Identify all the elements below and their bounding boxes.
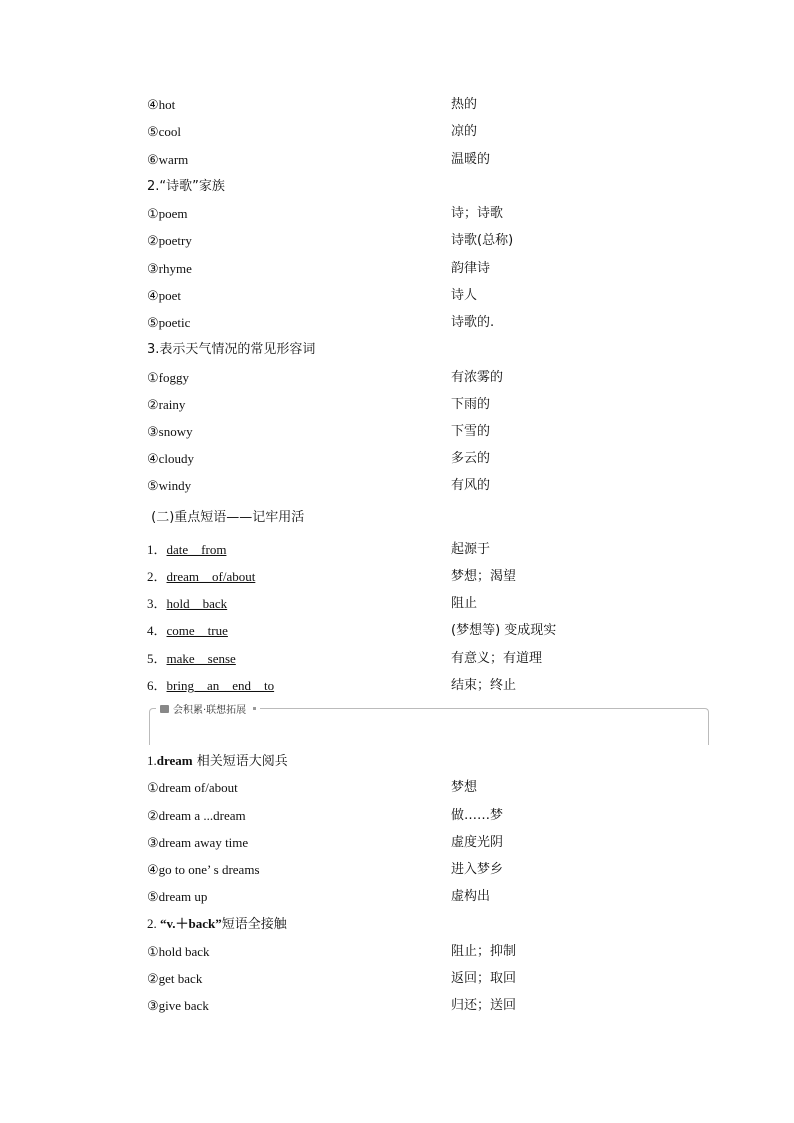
vocab-row xyxy=(147,541,707,559)
meaning: 多云的 xyxy=(451,451,491,466)
term-text: ⑤dream up xyxy=(147,889,208,904)
vocab-row xyxy=(147,834,707,852)
vocab-row xyxy=(147,205,707,223)
term xyxy=(147,205,188,223)
term xyxy=(147,151,188,169)
term-text: 相关短语大阅兵 xyxy=(192,754,288,769)
term xyxy=(147,477,191,495)
vocab-row xyxy=(147,650,707,668)
vocab-row xyxy=(147,477,707,495)
accumulate-box xyxy=(149,705,709,745)
section-heading xyxy=(147,341,707,359)
meaning: 有浓雾的 xyxy=(451,370,504,385)
dot-icon xyxy=(253,707,256,710)
item-number: 3． xyxy=(147,596,167,611)
meaning: 有意义；有道理 xyxy=(451,651,543,666)
meaning: 做……梦 xyxy=(451,808,504,823)
bold-term: “v.＋back” xyxy=(160,916,222,931)
term xyxy=(147,341,315,359)
meaning: 韵律诗 xyxy=(451,261,491,276)
term xyxy=(147,178,225,196)
term-text: dream__of/about xyxy=(166,569,256,584)
term xyxy=(147,450,194,468)
term-text: 2.“诗歌”家族 xyxy=(147,179,225,194)
vocab-row xyxy=(147,997,707,1015)
meaning: 有风的 xyxy=(451,478,491,493)
meaning: 下雪的 xyxy=(451,424,491,439)
meaning: 诗歌的. xyxy=(451,315,495,330)
term-text: ②poetry xyxy=(147,233,192,248)
section-heading xyxy=(147,752,707,770)
vocab-row xyxy=(147,943,707,961)
term-text: come__true xyxy=(166,623,228,638)
meaning: 返回；取回 xyxy=(451,971,517,986)
meaning: 起源于 xyxy=(451,542,491,557)
vocab-row xyxy=(147,677,707,695)
vocab-row xyxy=(147,888,707,906)
vocab-row xyxy=(147,287,707,305)
term-text: ③rhyme xyxy=(147,261,192,276)
term-text: ⑥warm xyxy=(147,152,189,167)
meaning: 结束；终止 xyxy=(451,678,517,693)
term-text: ①foggy xyxy=(147,370,189,385)
item-number: 2． xyxy=(147,569,167,584)
term xyxy=(147,96,175,114)
vocab-row xyxy=(147,779,707,797)
term xyxy=(147,423,193,441)
term-text: ①poem xyxy=(147,206,188,221)
meaning: 温暖的 xyxy=(451,152,491,167)
term-text: ⑤cool xyxy=(147,124,182,139)
meaning: 梦想 xyxy=(451,780,478,795)
vocab-row xyxy=(147,622,707,640)
meaning: (梦想等) 变成现实 xyxy=(451,623,557,638)
term xyxy=(147,314,190,332)
meaning: 归还；送回 xyxy=(451,998,517,1013)
term xyxy=(147,509,304,527)
term-text: ①hold back xyxy=(147,944,210,959)
vocab-row xyxy=(147,314,707,332)
term-text: hold__back xyxy=(166,596,228,611)
vocab-row xyxy=(147,396,707,414)
box-title-text: 会积累·联想拓展 xyxy=(173,705,247,716)
vocab-row xyxy=(147,232,707,250)
vocab-row xyxy=(147,450,707,468)
term xyxy=(147,568,255,586)
meaning: 诗人 xyxy=(451,288,478,303)
vocab-row xyxy=(147,123,707,141)
term xyxy=(147,915,287,934)
item-number: 1． xyxy=(147,542,167,557)
term xyxy=(147,287,181,305)
vocab-row xyxy=(147,423,707,441)
term xyxy=(147,232,192,250)
vocab-row xyxy=(147,807,707,825)
item-number: 2. xyxy=(147,916,160,931)
vocab-row xyxy=(147,970,707,988)
meaning: 诗歌(总称) xyxy=(451,233,514,248)
term xyxy=(147,970,202,988)
term xyxy=(147,943,210,961)
meaning: 梦想；渴望 xyxy=(451,569,517,584)
term-text: ②dream a ...dream xyxy=(147,808,246,823)
meaning: 下雨的 xyxy=(451,397,491,412)
meaning: 阻止 xyxy=(451,596,478,611)
term-text: ④hot xyxy=(147,97,176,112)
item-number: 4． xyxy=(147,623,167,638)
vocab-row xyxy=(147,861,707,879)
term-text: make__sense xyxy=(166,651,236,666)
term xyxy=(147,861,260,879)
term-text: date__from xyxy=(166,542,227,557)
term-text: ⑤windy xyxy=(147,478,192,493)
meaning: 热的 xyxy=(451,97,478,112)
term-text: 短语全接触 xyxy=(221,917,287,932)
term xyxy=(147,997,209,1015)
term xyxy=(147,123,181,141)
term xyxy=(147,779,238,797)
term-text: bring__an__end__to xyxy=(166,678,275,693)
term-text: (二)重点短语——记牢用活 xyxy=(147,510,305,525)
term xyxy=(147,807,246,825)
term-text: ④go to one’ s dreams xyxy=(147,862,260,877)
meaning: 阻止；抑制 xyxy=(451,944,517,959)
vocab-row xyxy=(147,369,707,387)
section-heading xyxy=(147,509,707,527)
meaning: 虚构出 xyxy=(451,889,491,904)
vocab-row xyxy=(147,568,707,586)
box-title xyxy=(156,701,260,716)
vocab-row xyxy=(147,96,707,114)
meaning: 诗；诗歌 xyxy=(451,206,504,221)
term xyxy=(147,752,288,771)
term-text: ③dream away time xyxy=(147,835,249,850)
term-text: ①dream of/about xyxy=(147,780,238,795)
item-number: 6． xyxy=(147,678,167,693)
term-text: ④cloudy xyxy=(147,451,195,466)
term-text: ④poet xyxy=(147,288,182,303)
vocab-row xyxy=(147,260,707,278)
bold-term: dream xyxy=(156,753,193,768)
term xyxy=(147,260,192,278)
item-number: 1. xyxy=(147,753,157,768)
term xyxy=(147,622,228,640)
term-text: ②get back xyxy=(147,971,203,986)
term xyxy=(147,677,274,695)
meaning: 进入梦乡 xyxy=(451,862,504,877)
term xyxy=(147,595,227,613)
section-heading xyxy=(147,915,707,933)
term xyxy=(147,396,185,414)
term xyxy=(147,369,189,387)
section-heading xyxy=(147,178,707,196)
meaning: 虚度光阴 xyxy=(451,835,504,850)
meaning: 凉的 xyxy=(451,124,478,139)
term xyxy=(147,541,226,559)
item-number: 5． xyxy=(147,651,167,666)
term xyxy=(147,888,207,906)
term xyxy=(147,834,248,852)
note-icon xyxy=(160,705,169,713)
term-text: 3.表示天气情况的常见形容词 xyxy=(147,342,316,357)
term-text: ②rainy xyxy=(147,397,186,412)
term-text: ⑤poetic xyxy=(147,315,191,330)
term xyxy=(147,650,236,668)
vocab-row xyxy=(147,151,707,169)
term-text: ③give back xyxy=(147,998,209,1013)
term-text: ③snowy xyxy=(147,424,193,439)
vocab-row xyxy=(147,595,707,613)
